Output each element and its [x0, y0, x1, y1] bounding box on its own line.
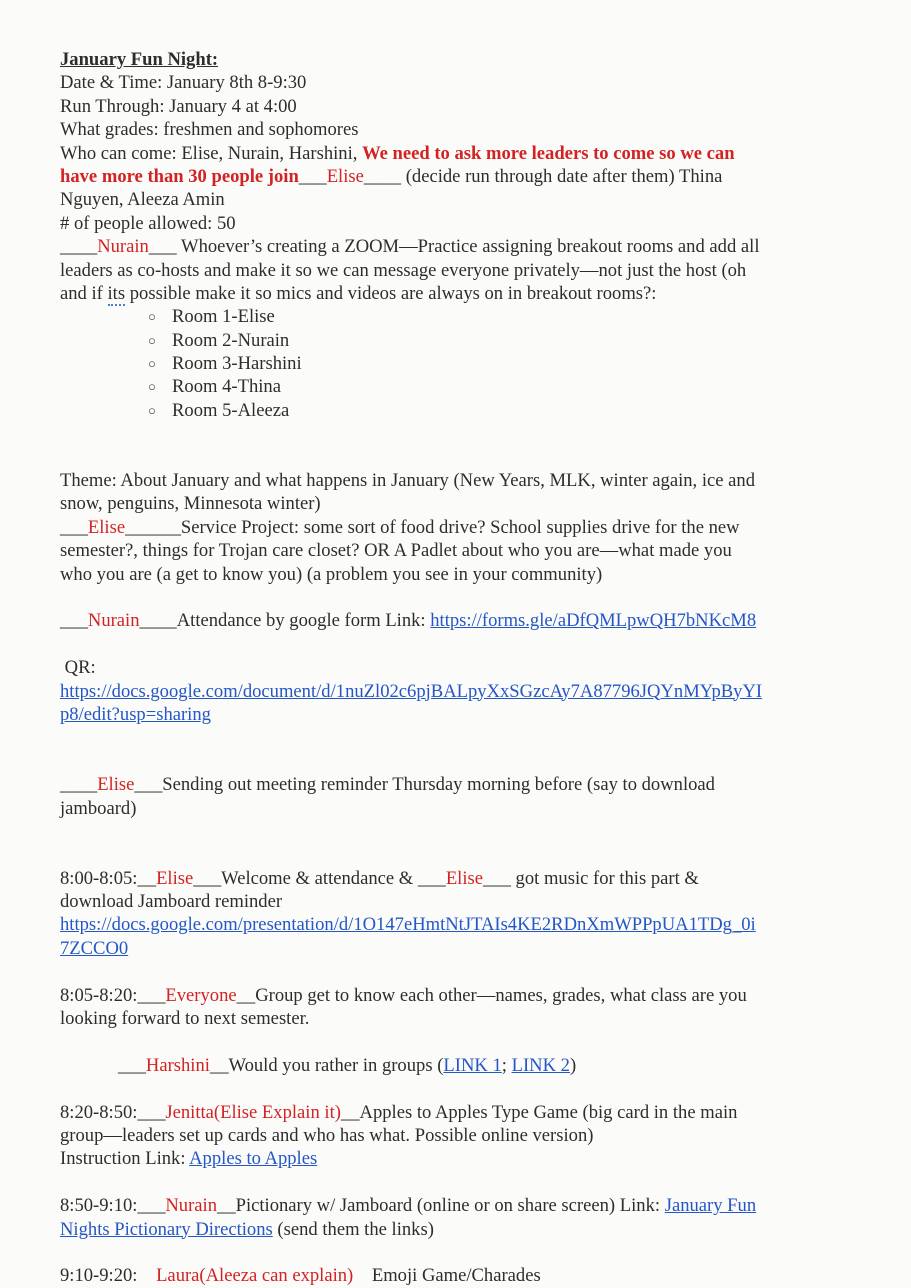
text-run: Nguyen, Aleeza Amin	[60, 189, 225, 211]
assignee-name: Elise	[156, 867, 194, 889]
text-line	[60, 516, 740, 539]
text-run: Run Through: January 4 at 4:00	[60, 95, 297, 117]
text-run: ___	[60, 516, 88, 538]
blank-line	[60, 1030, 740, 1053]
bullet-item	[60, 329, 740, 352]
alert-text: have more than 30 people join	[60, 165, 299, 187]
hyperlink[interactable]: p8/edit?usp=sharing	[60, 703, 211, 725]
text-run: (send them the links)	[272, 1218, 434, 1240]
assignee-name: Jenitta(Elise Explain it)	[165, 1101, 341, 1123]
blank-line	[60, 1077, 740, 1100]
blank-line	[60, 843, 740, 866]
text-run: 8:00-8:05:__	[60, 867, 157, 889]
text-line	[60, 563, 740, 586]
blank-line	[60, 750, 740, 773]
text-line	[60, 235, 760, 258]
bullet-icon: ○	[148, 309, 156, 325]
text-run: looking forward to next semester.	[60, 1008, 310, 1030]
text-run: Room 3-Harshini	[172, 353, 302, 375]
blank-line	[60, 446, 740, 469]
text-run: 9:10-9:20:	[60, 1265, 157, 1287]
text-run: semester?, things for Trojan care closet? OR A Padlet about who you are—what made you	[60, 540, 732, 562]
blank-line	[60, 586, 740, 609]
blank-line	[60, 422, 740, 445]
text-line	[60, 492, 740, 515]
document-title: January Fun Night:	[60, 49, 219, 70]
blank-line	[60, 726, 740, 749]
text-line	[60, 1124, 740, 1147]
assignee-name: Elise	[97, 774, 135, 796]
hyperlink[interactable]: 7ZCCO0	[60, 937, 129, 959]
text-run: What grades: freshmen and sophomores	[60, 119, 359, 141]
text-run: Room 5-Aleeza	[172, 399, 290, 421]
text-run: __Pictionary w/ Jamboard (online or on share screen) Link:	[217, 1195, 665, 1217]
text-run: ____ (decide run through date after them) Thina	[363, 165, 723, 187]
blank-line	[60, 820, 740, 843]
text-line	[60, 469, 756, 492]
text-run: 8:50-9:10:___	[60, 1195, 166, 1217]
text-run: Room 1-Elise	[172, 306, 275, 328]
bullet-icon: ○	[148, 379, 156, 395]
bullet-icon: ○	[148, 402, 156, 418]
text-line	[60, 609, 757, 632]
text-line	[60, 142, 740, 165]
text-run: who you are (a get to know you) (a problem you see in your community)	[60, 563, 603, 585]
hyperlink[interactable]: LINK 1	[443, 1054, 502, 1076]
assignee-name: Harshini	[145, 1054, 210, 1076]
assignee-name: Elise	[326, 165, 364, 187]
text-line	[60, 188, 740, 211]
text-run: Theme: About January and what happens in January (New Years, MLK, winter again, ice and	[60, 470, 756, 492]
text-line	[60, 539, 740, 562]
text-line	[60, 1007, 740, 1030]
text-run: snow, penguins, Minnesota winter)	[60, 493, 321, 515]
hyperlink[interactable]: January Fun	[664, 1195, 757, 1217]
text-line	[60, 165, 740, 188]
text-line	[60, 984, 747, 1007]
bullet-item	[60, 352, 740, 375]
text-run: ______Service Project: some sort of food drive? School supplies drive for the new	[125, 516, 740, 538]
text-line	[60, 212, 740, 235]
grammar-flagged-word: its	[107, 282, 126, 304]
text-run: ____Attendance by google form Link:	[139, 610, 431, 632]
text-run: __Would you rather in groups (	[209, 1054, 444, 1076]
hyperlink[interactable]: LINK 2	[511, 1054, 570, 1076]
text-run: ___	[118, 1054, 146, 1076]
text-line	[60, 1147, 740, 1170]
text-run: ___ Whoever’s creating a ZOOM—Practice assigning breakout rooms and add all	[148, 236, 760, 258]
text-line	[60, 913, 756, 936]
text-line	[60, 656, 740, 679]
text-line	[60, 937, 740, 960]
text-run: ____	[60, 774, 98, 796]
blank-line	[60, 1171, 740, 1194]
blank-line	[60, 1241, 740, 1264]
text-run: Room 4-Thina	[172, 376, 281, 398]
text-run: ____	[60, 236, 98, 258]
text-run: group—leaders set up cards and who has what. Possible online version)	[60, 1124, 594, 1146]
text-run: Date & Time: January 8th 8-9:30	[60, 72, 307, 94]
text-run: __Apples to Apples Type Game (big card in the main	[340, 1101, 738, 1123]
assignee-name: Nurain	[97, 236, 149, 258]
assignee-name: Everyone	[165, 984, 237, 1006]
text-run: and if	[60, 282, 108, 304]
bullet-item	[60, 305, 740, 328]
text-run: Who can come: Elise, Nurain, Harshini,	[60, 142, 363, 164]
bullet-icon: ○	[148, 356, 156, 372]
text-run: Emoji Game/Charades	[353, 1265, 541, 1287]
blank-line	[60, 960, 740, 983]
text-line	[60, 773, 740, 796]
text-line	[60, 867, 740, 890]
assignee-name: Elise	[445, 867, 483, 889]
text-line	[60, 890, 740, 913]
text-run: )	[569, 1054, 577, 1076]
text-run: Room 2-Nurain	[172, 329, 290, 351]
text-run: jamboard)	[60, 797, 137, 819]
text-run: QR:	[60, 657, 96, 679]
text-line	[60, 48, 740, 71]
text-run: ___ got music for this part &	[483, 867, 699, 889]
text-line	[60, 1218, 740, 1241]
text-line	[60, 259, 747, 282]
text-run: # of people allowed: 50	[60, 212, 236, 234]
text-run: ___	[60, 610, 88, 632]
hyperlink[interactable]: Nights Pictionary Directions	[60, 1218, 273, 1240]
blank-line	[60, 633, 740, 656]
hyperlink[interactable]: https://docs.google.com/document/d/1nuZl02c6pjBALpyXxSGzcAy7A87796JQYnMYpByYI	[60, 680, 763, 702]
text-line	[60, 1054, 740, 1077]
bullet-item	[60, 375, 740, 398]
text-run: __Group get to know each other—names, grades, what class are you	[236, 984, 747, 1006]
bullet-item	[60, 399, 740, 422]
text-line	[60, 680, 763, 703]
text-line	[60, 95, 740, 118]
text-run: ___	[298, 165, 327, 187]
text-run: leaders as co-hosts and make it so we can message everyone privately—not just the host (oh	[60, 259, 747, 281]
text-run: 8:20-8:50:___	[60, 1101, 166, 1123]
text-line	[60, 703, 740, 726]
text-run: 8:05-8:20:___	[60, 984, 166, 1006]
assignee-name: Nurain	[165, 1195, 218, 1217]
hyperlink[interactable]: Apples to Apples	[189, 1148, 318, 1170]
text-line	[60, 71, 740, 94]
text-run: ;	[501, 1054, 512, 1076]
text-run: ___Welcome & attendance & ___	[193, 867, 446, 889]
text-line	[60, 797, 740, 820]
assignee-name: Nurain	[87, 610, 140, 632]
text-run: Instruction Link:	[60, 1148, 190, 1170]
bullet-icon: ○	[148, 332, 156, 348]
assignee-name: Elise	[87, 516, 126, 538]
hyperlink[interactable]: https://forms.gle/aDfQMLpwQH7bNKcM8	[430, 610, 757, 632]
text-line	[60, 282, 740, 305]
text-line	[60, 118, 740, 141]
assignee-name: Laura(Aleeza can explain)	[156, 1265, 354, 1287]
text-line	[60, 1101, 740, 1124]
text-run: download Jamboard reminder	[60, 891, 283, 913]
text-run: possible make it so mics and videos are always on in breakout rooms?:	[125, 282, 657, 304]
text-run: ___Sending out meeting reminder Thursday morning before (say to download	[134, 774, 715, 796]
hyperlink[interactable]: https://docs.google.com/presentation/d/1O147eHmtNtJTAIs4KE2RDnXmWPPpUA1TDg_0i	[60, 914, 756, 936]
text-line	[60, 1194, 757, 1217]
alert-text: We need to ask more leaders to come so we can	[362, 142, 735, 164]
text-line	[60, 1264, 740, 1287]
